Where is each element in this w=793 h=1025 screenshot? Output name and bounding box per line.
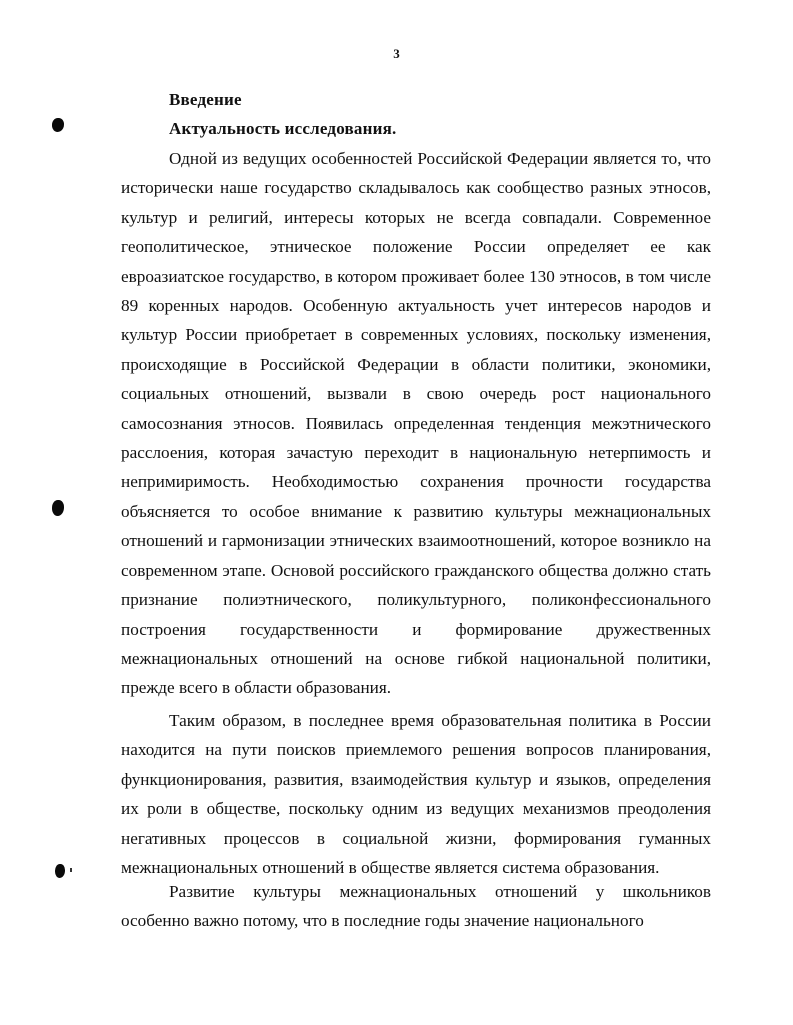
body-paragraph-1-block [121,144,711,703]
punch-hole-mark-middle [52,500,64,516]
punch-hole-mark-top [52,118,64,132]
body-paragraph-3-block [121,877,711,936]
section-heading-introduction: Введение [169,90,242,109]
body-paragraph-2-block [121,706,711,882]
body-paragraph-1: Одной из ведущих особенностей Российской Федерации является то, что исторически наше государство складывалось как сообщество разных этносов, культур и религий, интересы которых не всегда совпадали. Современное геополитическое, этническое положение России определяет ее как евроазиатское государство, в котором проживает более 130 этносов, в том числе 89 коренных народов. Особенную актуальность учет интересов народов и культур России приобретает в современных условиях, поскольку изменения, происходящие в Российской Федерации в области политики, экономики, социальных отношений, вызвали в свою очередь рост национального самосознания этносов. Появилась определенная тенденция межэтнического расслоения, которая зачастую переходит в национальную нетерпимость и непримиримость. Необходимостью сохранения прочности государства объясняется то особое внимание к развитию культуры межнациональных отношений и гармонизации этнических взаимоотношений, которое возникло на современном этапе. Основой российского гражданского общества должно стать признание полиэтнического, поликультурного, поликонфессионального построения государственности и формирование дружественных межнациональных отношений на основе гибкой национальной политики, прежде всего в области образования. [121,149,711,698]
body-paragraph-3: Развитие культуры межнациональных отношений у школьников особенно важно потому, что в последние годы значение национального [121,882,711,931]
punch-hole-mark-bottom [55,864,65,878]
body-paragraph-2: Таким образом, в последнее время образовательная политика в России находится на пути поисков приемлемого решения вопросов планирования, функционирования, развития, взаимодействия культур и языков, определения их роли в обществе, поскольку одним из ведущих механизмов преодоления негативных процессов в социальной жизни, формирования гуманных межнациональных отношений в обществе является система образования. [121,711,711,878]
page-number: 3 [393,46,400,61]
subsection-heading-relevance: Актуальность исследования. [169,119,397,138]
scan-speck [70,868,72,872]
